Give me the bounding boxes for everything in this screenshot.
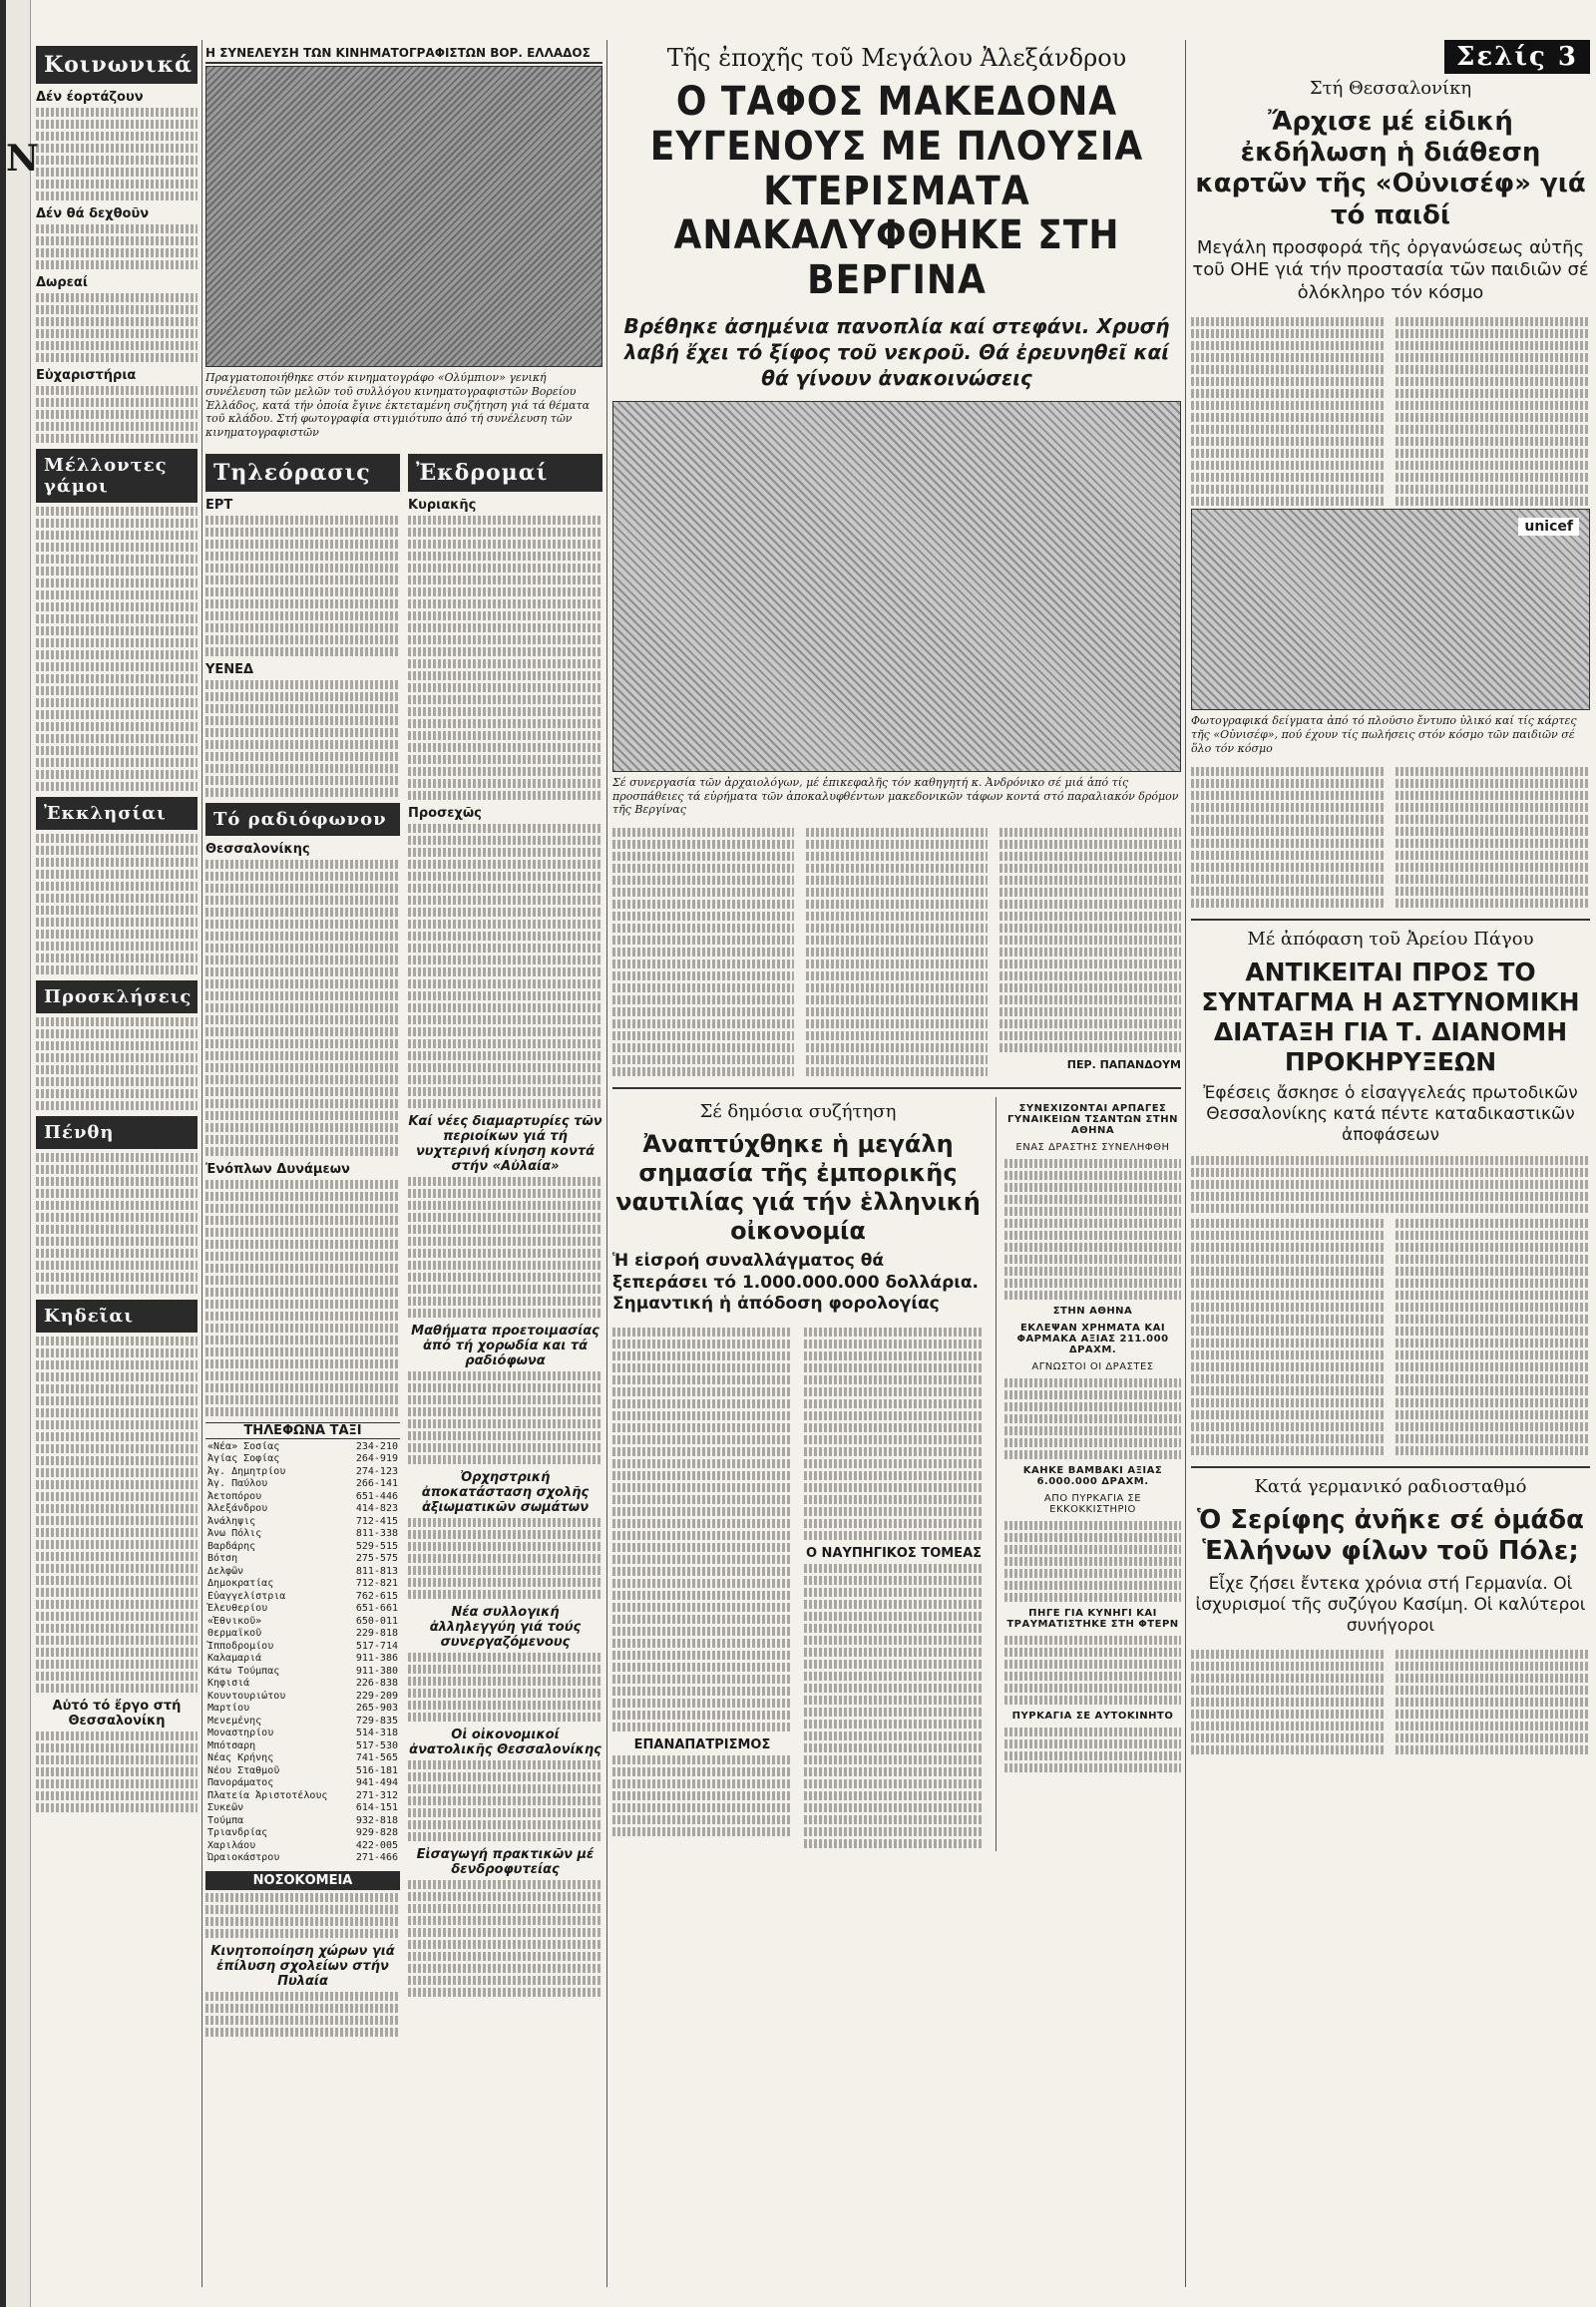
listings-column <box>205 40 602 2287</box>
taxi-row <box>205 1491 400 1504</box>
taxi-phone: 234-210 <box>355 1440 398 1452</box>
taxi-station: Ἀνάληψις <box>207 1515 256 1527</box>
taxi-phone: 514-318 <box>355 1728 398 1739</box>
page-fold-strip <box>0 0 39 2307</box>
taxi-station: Εὐαγγελίστρια <box>207 1590 286 1602</box>
section-head-radio: Τό ραδιόφωνον <box>205 803 400 836</box>
taxi-station: Νέας Κρήνης <box>207 1752 274 1764</box>
naftilia-kicker: Σέ δημόσια συζήτηση <box>699 1101 897 1123</box>
taxi-row <box>205 1553 400 1566</box>
taxi-row <box>205 1516 400 1529</box>
taxi-station: Μενεμένης <box>207 1715 262 1727</box>
taxi-row <box>205 1478 400 1491</box>
right-column <box>1191 40 1590 2287</box>
taxi-phone: 650-011 <box>355 1615 398 1627</box>
radio-kicker: Κατά γερμανικό ραδιοσταθμό <box>1254 1476 1527 1498</box>
taxi-station: Βότση <box>207 1553 238 1565</box>
taxi-station: Μοναστηρίου <box>207 1728 274 1739</box>
taxi-station: Βαρδάρης <box>207 1540 256 1552</box>
taxi-station: Χαριλάου <box>207 1839 256 1851</box>
signature: ΠΕΡ. ΠΑΠΑΝΔΟΥΜ <box>1066 1058 1181 1072</box>
taxi-phone: 762-615 <box>355 1590 398 1602</box>
areios-kicker: Μέ ἀπόφαση τοῦ Ἀρείου Πάγου <box>1247 928 1534 950</box>
taxi-station: Ἀλεξάνδρου <box>207 1503 268 1515</box>
taxi-row <box>205 1678 400 1691</box>
sub-head: Δωρεαί <box>36 275 88 290</box>
taxi-phone: 911-380 <box>355 1665 398 1677</box>
taxi-row <box>205 1777 400 1790</box>
taxi-station: Κάτω Τούμπας <box>207 1665 280 1677</box>
sub-head: Κινητοποίηση χώρων γιά ἐπίλυση σχολείων στήν Πυλαία <box>210 1943 395 1989</box>
taxi-row <box>205 1578 400 1591</box>
photo-caption: Φωτογραφικά δείγματα ἀπό τό πλούσιο ἔντυπο ὑλικό καί τίς κάρτες τῆς «Οὐνισέφ», πού έχουν τίς πωλήσεις στόν κόσμο τῶν παιδιῶν σέ ὅλο τόν κόσμο <box>1191 714 1577 755</box>
taxi-station: Καλαμαριά <box>207 1653 262 1665</box>
taxi-phone: 911-386 <box>355 1653 398 1665</box>
main-deck: Βρέθηκε ἀσημένια πανοπλία καί στεφάνι. Χρυσή λαβή ἔχει τό ξίφος τοῦ νεκροῦ. Θά ἐρευνηθεῖ καί θά γίνουν ἀνακοινώσεις <box>623 313 1170 390</box>
sub-head: Καί νέες διαμαρτυρίες τῶν περιοίκων γιά τή νυχτερινή κίνηση κοντά στήν «Αὐλαία» <box>408 1113 602 1174</box>
taxi-station: Κουντουριώτου <box>207 1690 286 1702</box>
sub-head: Κυριακῆς <box>408 497 477 513</box>
photo-caption: Σέ συνεργασία τῶν ἀρχαιολόγων, μέ ἐπικεφαλῆς τόν καθηγητή κ. Ἀνδρόνικο σέ μιά ἀπό τίς προσπάθειες τά εὑρήματα τῶν ἀποκαλυφθέντων μακεδονικῶν τάφων κοντά στό παραλιακόν δρόμον τῆς Βεργίνας <box>612 775 1179 817</box>
taxi-phone: 265-903 <box>355 1703 398 1715</box>
taxi-station: Ἐλευθερίου <box>207 1603 268 1615</box>
taxi-row <box>205 1840 400 1853</box>
taxi-phone: 271-312 <box>355 1789 398 1801</box>
photo-caption: Πραγματοποιήθηκε στόν κινηματογράφο «Ολύμπιον» γενική συνέλευση τῶν μελῶν τοῦ συλλόγου κινηματογραφιστῶν Βορείου Ἑλλάδος, κατά τήν ὁποία ἔγινε ἐκτεταμένη συζήτηση γιά τά θέματα τοῦ κλάδου. Στή φωτογραφία στιγμιότυπο ἀπό τή συνέλευση τῶν κινηματογραφιστῶν <box>205 371 591 439</box>
brief-head: ΕΚΛΕΨΑΝ ΧΡΗΜΑΤΑ ΚΑΙ ΦΑΡΜΑΚΑ ΑΞΙΑΣ 211.000 ΔΡΑΧΜ. <box>1016 1323 1169 1356</box>
taxi-phone: 941-494 <box>355 1777 398 1789</box>
sub-head: Ἐνόπλων Δυνάμεων <box>205 1161 350 1177</box>
taxi-row <box>205 1790 400 1803</box>
taxi-phone: 712-415 <box>355 1515 398 1527</box>
section-head-penthi: Πένθη <box>36 1116 198 1149</box>
taxi-row <box>205 1653 400 1666</box>
section-head-ekklisiai: Ἐκκλησίαι <box>36 797 198 830</box>
taxi-phone: 741-565 <box>355 1752 398 1764</box>
main-headline: Ο ΤΑΦΟΣ ΜΑΚΕΔΟΝΑ ΕΥΓΕΝΟΥΣ ΜΕ ΠΛΟΥΣΙΑ ΚΤΕΡΙΣΜΑΤΑ ΑΝΑΚΑΛΥΦΘΗΚΕ ΣΤΗ ΒΕΡΓΙΝΑ <box>649 79 1144 304</box>
taxi-phone: 811-338 <box>355 1528 398 1540</box>
taxi-phone: 614-151 <box>355 1802 398 1814</box>
serifis-headline: Ὁ Σερίφης ἀνῆκε σέ ὁμάδα Ἑλλήνων φίλων τοῦ Πόλε; <box>1196 1505 1585 1567</box>
brief-subhead: ΑΓΝΩΣΤΟΙ ΟΙ ΔΡΑΣΤΕΣ <box>1031 1361 1154 1373</box>
taxi-row <box>205 1591 400 1604</box>
section-head-prosklisis: Προσκλήσεις <box>36 980 198 1013</box>
taxi-phone: 422-005 <box>355 1839 398 1851</box>
social-column <box>36 40 198 2287</box>
taxi-phone: 517-714 <box>355 1640 398 1652</box>
taxi-phone: 274-123 <box>355 1465 398 1477</box>
main-kicker: Τῆς ἐποχῆς τοῦ Μεγάλου Ἀλεξάνδρου <box>666 44 1127 72</box>
taxi-row <box>205 1765 400 1778</box>
brief-head: ΣΤΗΝ ΑΘΗΝΑ <box>1052 1306 1133 1318</box>
taxi-row <box>205 1728 400 1740</box>
taxi-station: Ἀγ. Παύλου <box>207 1478 268 1490</box>
taxi-phone: 651-661 <box>355 1603 398 1615</box>
taxi-phone: 271-466 <box>355 1852 398 1864</box>
taxi-station: Πανοράματος <box>207 1777 274 1789</box>
column-rule <box>606 40 607 2287</box>
sub-head: ΥΕΝΕΔ <box>205 661 254 677</box>
brief-head: ΠΗΓΕ ΓΙΑ ΚΥΝΗΓΙ ΚΑΙ ΤΡΑΥΜΑΤΙΣΤΗΚΕ ΣΤΗ ΦΤΕΡΝ <box>1006 1608 1179 1631</box>
hospitals-head: ΝΟΣΟΚΟΜΕΙΑ <box>205 1871 400 1890</box>
taxi-phone: 811-813 <box>355 1565 398 1577</box>
sub-head: Ο ΝΑΥΠΗΓΙΚΟΣ ΤΟΜΕΑΣ <box>805 1546 983 1562</box>
taxi-row <box>205 1541 400 1554</box>
taxi-table-head: ΤΗΛΕΦΩΝΑ ΤΑΞΙ <box>205 1422 400 1439</box>
naftilia-deck: Ἡ εἰσροή συναλλάγματος θά ξεπεράσει τό 1.000.000.000 δολλάρια. Σημαντική ἡ ἀπόδοση φορολογίας <box>612 1251 980 1314</box>
brief-subhead: ΕΝΑΣ ΔΡΑΣΤΗΣ ΣΥΝΕΛΗΦΘΗ <box>1015 1142 1170 1154</box>
taxi-station: Ἀετοπόρου <box>207 1490 262 1502</box>
brief-head: ΣΥΝΕΧΙΖΟΝΤΑΙ ΑΡΠΑΓΕΣ ΓΥΝΑΙΚΕΙΩΝ ΤΣΑΝΤΩΝ ΣΤΗΝ ΑΘΗΝΑ <box>1007 1103 1178 1137</box>
taxi-station: Ἀνω Πόλις <box>207 1528 262 1540</box>
column-rule <box>1185 40 1186 2287</box>
taxi-phone: 229-818 <box>355 1628 398 1640</box>
section-head-kidies: Κηδεῖαι <box>36 1300 198 1333</box>
taxi-row <box>205 1566 400 1579</box>
taxi-phone: 651-446 <box>355 1490 398 1502</box>
taxi-row <box>205 1703 400 1716</box>
taxi-phone: 712-821 <box>355 1578 398 1590</box>
taxi-station: Τούμπα <box>207 1814 244 1826</box>
sub-head: Μαθήματα προετοιμασίας ἀπό τή χορωδία και τά ραδιόφωνα <box>411 1323 599 1368</box>
section-head-ekdromai: Ἐκδρομαί <box>408 454 602 492</box>
section-head-gamoi: Μέλλοντες γάμοι <box>36 449 198 503</box>
taxi-row <box>205 1628 400 1641</box>
taxi-row <box>205 1666 400 1679</box>
taxi-station: Νέου Σταθμοῦ <box>207 1764 280 1776</box>
taxi-phone: 729-835 <box>355 1715 398 1727</box>
sub-head: ΕΠΑΝΑΠΑΤΡΙΣΜΟΣ <box>633 1737 771 1753</box>
taxi-row <box>205 1716 400 1729</box>
taxi-station: Συκεῶν <box>207 1802 244 1814</box>
taxi-phone: 266-141 <box>355 1478 398 1490</box>
brief-head: ΚΑΗΚΕ ΒΑΜΒΑΚΙ ΑΞΙΑΣ 6.000.000 ΔΡΑΧΜ. <box>1022 1465 1163 1488</box>
taxi-row <box>205 1815 400 1828</box>
taxi-row <box>205 1691 400 1704</box>
taxi-station: «Νέα» Σοσίας <box>207 1440 280 1452</box>
brief-head: ΠΥΡΚΑΓΙΑ ΣΕ ΑΥΤΟΚΙΝΗΤΟ <box>1011 1711 1174 1723</box>
sub-head: Προσεχῶς <box>408 805 482 821</box>
page-number-badge: Σελίς 3 <box>1444 40 1590 74</box>
taxi-station: Θερμαϊκοῦ <box>207 1628 262 1640</box>
serifis-deck: Εἶχε ζήσει ἔντεκα χρόνια στή Γερμανία. Οἱ ἰσχυρισμοί τῆς συζύγου Κασίμη. Οἱ καλύτεροι συνήγοροι <box>1195 1573 1586 1637</box>
cinema-meeting-photo <box>205 66 602 367</box>
article-headline: Η ΣΥΝΕΛΕΥΣΗ ΤΩΝ ΚΙΝΗΜΑΤΟΓΡΑΦΙΣΤΩΝ ΒΟΡ. ΕΛΛΑΔΟΣ <box>205 46 602 64</box>
unicef-logo-label: unicef <box>1518 518 1579 536</box>
column-rule <box>201 40 202 2287</box>
taxi-station: Μπότσαρη <box>207 1739 256 1751</box>
taxi-phone: 229-209 <box>355 1690 398 1702</box>
sub-head: Θεσσαλονίκης <box>205 841 310 857</box>
taxi-station: Ἀγ. Δημητρίου <box>207 1465 286 1477</box>
taxi-phone: 275-575 <box>355 1553 398 1565</box>
taxi-station: Μαρτίου <box>207 1703 250 1715</box>
naftilia-headline: Ἀναπτύχθηκε ἡ μεγάλη σημασία τῆς ἐμπορικῆς ναυτιλίας γιά τήν ἑλληνική οἰκονομία <box>615 1130 981 1245</box>
taxi-phone: 517-530 <box>355 1739 398 1751</box>
taxi-row <box>205 1827 400 1840</box>
main-story-column <box>612 40 1181 2287</box>
section-head-koinonika: Κοινωνικά <box>36 46 198 84</box>
taxi-station: Δελφῶν <box>207 1565 244 1577</box>
sub-head: Ὀρχηστρική ἀποκατάσταση σχολῆς ἀξιωματικῶν σωμάτων <box>421 1469 590 1515</box>
areios-deck: Ἐφέσεις ἄσκησε ὁ εἰσαγγελεάς πρωτοδικῶν Θεσσαλονίκης κατά πέντε καταδικαστικῶν ἀποφάσεων <box>1203 1082 1578 1145</box>
unicef-kicker: Στή Θεσσαλονίκη <box>1309 78 1472 99</box>
taxi-station: Δημοκρατίας <box>207 1578 274 1590</box>
taxi-phone: 414-823 <box>355 1503 398 1515</box>
taxi-row <box>205 1453 400 1466</box>
taxi-row <box>205 1752 400 1765</box>
areios-headline: ΑΝΤΙΚΕΙΤΑΙ ΠΡΟΣ ΤΟ ΣΥΝΤΑΓΜΑ Η ΑΣΤΥΝΟΜΙΚΗ ΔΙΑΤΑΞΗ ΓΙΑ Τ. ΔΙΑΝΟΜΗ ΠΡΟΚΗΡΥΞΕΩΝ <box>1201 957 1580 1076</box>
taxi-station: «Ἐθνικοῦ» <box>207 1615 262 1627</box>
brief-subhead: ΑΠΟ ΠΥΡΚΑΓΙΑ ΣΕ ΕΚΚΟΚΚΙΣΤΗΡΙΟ <box>1043 1493 1142 1516</box>
taxi-phone: 929-828 <box>355 1827 398 1839</box>
fold-letters: N <box>6 138 39 180</box>
taxi-phone: 264-919 <box>355 1453 398 1465</box>
taxi-row <box>205 1802 400 1815</box>
taxi-station: Ἱπποδρομίου <box>207 1640 274 1652</box>
unicef-cards-photo <box>1191 509 1590 710</box>
sub-head: Δέν έορτάζουν <box>36 90 144 105</box>
taxi-phone: 226-838 <box>355 1678 398 1690</box>
taxi-station: Πλατεία Ἀριστοτέλους <box>207 1789 328 1801</box>
sub-head: ΕΡΤ <box>205 497 233 513</box>
taxi-row <box>205 1740 400 1753</box>
taxi-row <box>205 1466 400 1479</box>
taxi-phone: 529-515 <box>355 1540 398 1552</box>
sub-head: Αὐτό τό ἔργο στή Θεσσαλονίκη <box>52 1699 182 1729</box>
taxi-phone: 516-181 <box>355 1764 398 1776</box>
vergina-excavation-photo <box>612 401 1181 772</box>
sub-head: Εἰσαγωγή πρακτικῶν μέ δενδροφυτείας <box>416 1846 595 1877</box>
section-head-tv: Τηλεόρασις <box>205 454 400 492</box>
taxi-station: Ὠραιοκάστρου <box>207 1852 280 1864</box>
taxi-row <box>205 1616 400 1629</box>
taxi-row <box>205 1603 400 1616</box>
taxi-row <box>205 1441 400 1454</box>
taxi-table <box>205 1441 400 1865</box>
taxi-station: Ἀγίας Σοφίας <box>207 1453 280 1465</box>
taxi-station: Τριανδρίας <box>207 1827 268 1839</box>
taxi-row <box>205 1528 400 1541</box>
taxi-row <box>205 1641 400 1654</box>
taxi-phone: 932-818 <box>355 1814 398 1826</box>
sub-head: Οἱ οἰκονομικοί ἀνατολικῆς Θεσσαλονίκης <box>409 1727 601 1757</box>
taxi-station: Κηφισιά <box>207 1678 250 1690</box>
unicef-headline: Ἄρχισε μέ εἰδική ἐκδήλωση ἡ διάθεση καρτῶν τῆς «Οὐνισέφ» γιά τό παιδί <box>1195 107 1586 230</box>
sub-head: Δέν θά δεχθοῦν <box>36 206 150 221</box>
sub-head: Νέα συλλογική ἀλληλεγγύη γιά τούς συνεργαζόμενους <box>429 1604 582 1650</box>
sub-head: Εὐχαριστήρια <box>36 368 137 383</box>
taxi-row <box>205 1503 400 1516</box>
unicef-deck: Μεγάλη προσφορά τῆς ὀργανώσεως αὐτῆς τοῦ ΟΗΕ γιά τήν προστασία τῶν παιδιῶν σέ ὁλόκληρο τόν κόσμο <box>1192 236 1589 303</box>
taxi-row <box>205 1852 400 1865</box>
